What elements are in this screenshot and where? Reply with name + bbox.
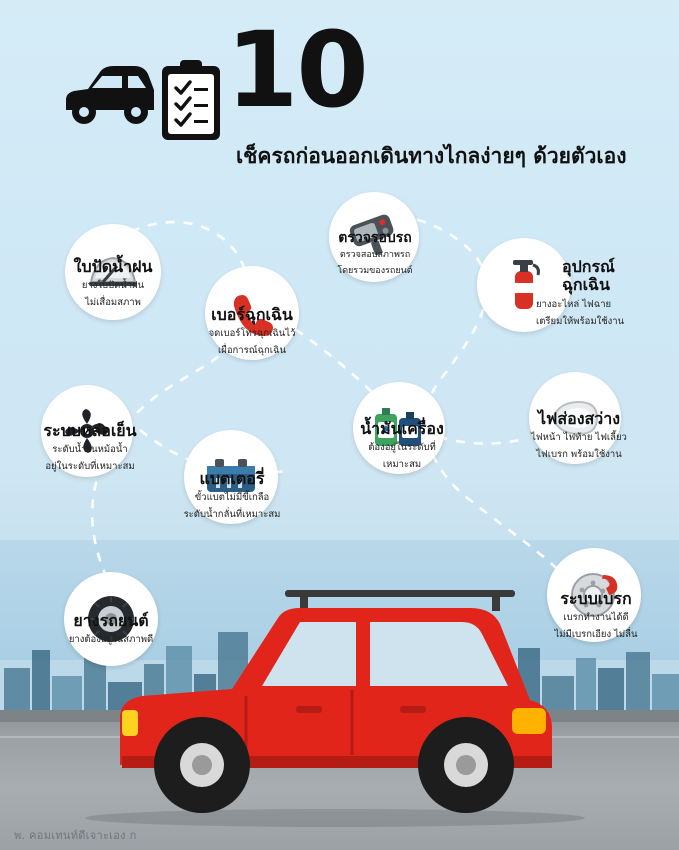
- emergency-kit-desc-2: เตรียมให้พร้อมใช้งาน: [536, 315, 625, 327]
- emergency-kit-desc-1: ยางอะไหล่ ไฟฉาย: [536, 298, 612, 310]
- cooling-text: [10, 422, 170, 474]
- wiper-desc-1: ยางใบปัดน้ำฝน: [81, 280, 145, 292]
- phone-desc-1: จดเบอร์โทรฉุกเฉินไว้: [208, 328, 296, 340]
- wiper-title: ใบปัดน้ำฝน: [73, 257, 153, 276]
- inspection-text: [299, 230, 451, 278]
- emergency-kit-title-2: ฉุกเฉิน: [562, 275, 610, 295]
- clipboard-checklist-icon: [158, 58, 224, 144]
- tire-desc-1: ยางต้องอยู่ในสภาพดี: [68, 634, 154, 646]
- wiper-text: [33, 258, 193, 310]
- battery-desc-1: ขั้วแบตไม่มีขี้เกลือ: [194, 492, 270, 504]
- wiper-desc-2: ไม่เสื่อมสภาพ: [85, 297, 141, 309]
- lights-text: [497, 410, 661, 462]
- lights-desc-2: ไฟเบรก พร้อมใช้งาน: [536, 449, 622, 461]
- battery-text: [151, 470, 313, 522]
- big-number: 10: [226, 9, 367, 131]
- lights-title: ไฟส่องสว่าง: [537, 409, 621, 428]
- header-subtitle: เช็ครถก่อนออกเดินทางไกลง่ายๆ ด้วยตัวเอง: [236, 144, 627, 168]
- cooling-desc-1: ระดับน้ำในหม้อน้ำ: [52, 444, 128, 456]
- engine-oil-desc-2: เหมาะสม: [382, 459, 422, 471]
- car-icon: [62, 62, 158, 128]
- phone-text: [172, 306, 332, 358]
- cooling-desc-2: อยู่ในระดับที่เหมาะสม: [45, 461, 135, 473]
- tire-text: [36, 612, 186, 647]
- emergency-kit-title-1: อุปกรณ์: [562, 257, 615, 276]
- emergency-kit-text: [474, 258, 654, 328]
- header: [0, 0, 679, 190]
- inspection-desc-1: ตรวจสอบสภาพรถ: [339, 250, 411, 261]
- engine-oil-title: น้ำมันเครื่อง: [360, 419, 444, 438]
- brakes-text: [516, 590, 676, 642]
- engine-oil-desc-1: ต้องอยู่ในระดับที่: [368, 442, 436, 454]
- credit-text: พ. คอมเทนท์ดีเจาะเอง ก: [14, 829, 137, 842]
- brakes-desc-1: เบรกทำงานได้ดี: [563, 612, 629, 624]
- battery-title: แบตเตอรี่: [199, 469, 265, 488]
- brakes-title: ระบบเบรก: [560, 589, 632, 608]
- engine-oil-text: [322, 420, 482, 472]
- phone-desc-2: เผื่อการณ์ฉุกเฉิน: [218, 345, 286, 357]
- phone-title: เบอร์ฉุกเฉิน: [211, 305, 293, 324]
- inspection-desc-2: โดยรวมของรถยนต์: [337, 266, 413, 277]
- brakes-desc-2: ไม่มีเบรกเอียง ไม่ลื่น: [554, 629, 638, 641]
- inspection-title: ตรวจรอบรถ: [338, 230, 412, 246]
- lights-desc-1: ไฟหน้า ไฟท้าย ไฟเลี้ยว: [531, 432, 627, 444]
- cooling-title: ระบบหล่อเย็น: [43, 421, 137, 440]
- tire-title: ยางรถยนต์: [73, 611, 149, 630]
- battery-desc-2: ระดับน้ำกลั่นที่เหมาะสม: [183, 509, 281, 521]
